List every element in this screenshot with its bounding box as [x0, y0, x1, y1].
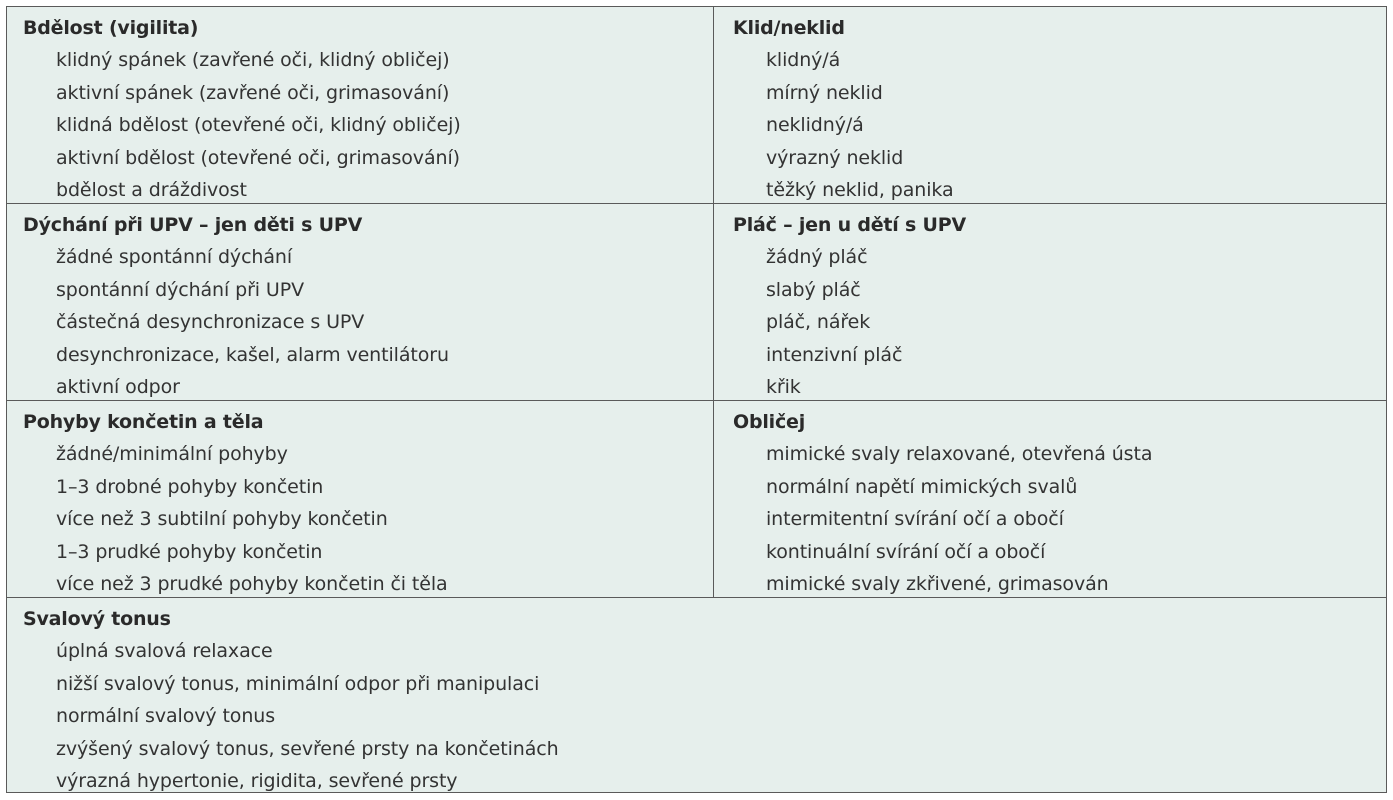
list-item: částečná desynchronizace s UPV: [56, 311, 365, 333]
list-item: 1–3 prudké pohyby končetin: [56, 540, 323, 563]
list-item: 1–3 drobné pohyby končetin: [56, 475, 324, 498]
table-row: [7, 401, 1386, 598]
list-item: více než 3 subtilní pohyby končetin: [56, 508, 388, 530]
list-item: desynchronizace, kašel, alarm ventilátoru: [56, 343, 449, 366]
list-item: klidný spánek (zavřené oči, klidný obličej): [56, 49, 450, 71]
section-breathing: [7, 204, 714, 400]
list-item: intermitentní svírání očí a obočí: [766, 508, 1064, 530]
assessment-table: [6, 6, 1387, 793]
list-item: intenzivní pláč: [766, 343, 903, 366]
section-calmness: [714, 7, 1386, 203]
table-row: [7, 7, 1386, 204]
section-title: Dýchání při UPV – jen děti s UPV: [23, 214, 363, 236]
section-title: Pohyby končetin a těla: [23, 411, 264, 433]
list-item: mimické svaly relaxované, otevřená ústa: [766, 443, 1153, 465]
item-list: [23, 438, 713, 601]
list-item: normální napětí mimických svalů: [766, 475, 1078, 498]
section-face: [714, 401, 1386, 597]
list-item: mírný neklid: [766, 81, 883, 104]
list-item: mimické svaly zkřivené, grimasován: [766, 573, 1109, 595]
list-item: výrazný neklid: [766, 146, 904, 169]
list-item: žádný pláč: [766, 246, 868, 268]
list-item: kontinuální svírání očí a obočí: [766, 540, 1046, 563]
list-item: spontánní dýchání při UPV: [56, 278, 304, 301]
section-muscle-tone: [7, 598, 1386, 792]
table-row: [7, 598, 1386, 792]
list-item: těžký neklid, panika: [766, 179, 954, 201]
section-title: Bdělost (vigilita): [23, 17, 199, 39]
list-item: aktivní odpor: [56, 376, 180, 398]
item-list: [23, 635, 1386, 798]
section-crying: [714, 204, 1386, 400]
item-list: [23, 241, 713, 404]
item-list: [733, 44, 1386, 207]
list-item: neklidný/á: [766, 114, 864, 136]
table-row: [7, 204, 1386, 401]
list-item: klidná bdělost (otevřené oči, klidný obličej): [56, 114, 461, 136]
item-list: [23, 44, 713, 207]
section-vigilance: [7, 7, 714, 203]
list-item: slabý pláč: [766, 278, 861, 301]
list-item: výrazná hypertonie, rigidita, sevřené prsty: [56, 770, 458, 792]
list-item: nižší svalový tonus, minimální odpor při manipulaci: [56, 672, 540, 695]
list-item: křik: [766, 376, 801, 398]
item-list: [733, 438, 1386, 601]
list-item: zvýšený svalový tonus, sevřené prsty na končetinách: [56, 737, 559, 760]
section-title: Obličej: [733, 411, 806, 433]
section-title: Klid/neklid: [733, 17, 845, 39]
list-item: pláč, nářek: [766, 311, 871, 333]
section-title: Pláč – jen u dětí s UPV: [733, 214, 967, 236]
list-item: žádné spontánní dýchání: [56, 246, 293, 268]
list-item: klidný/á: [766, 49, 841, 71]
item-list: [733, 241, 1386, 404]
list-item: normální svalový tonus: [56, 705, 276, 727]
list-item: aktivní bdělost (otevřené oči, grimasování): [56, 146, 460, 169]
list-item: více než 3 prudké pohyby končetin či těla: [56, 573, 448, 595]
section-title: Svalový tonus: [23, 608, 171, 630]
list-item: bdělost a dráždivost: [56, 179, 247, 201]
list-item: úplná svalová relaxace: [56, 640, 273, 662]
list-item: žádné/minimální pohyby: [56, 443, 288, 465]
section-body-movements: [7, 401, 714, 597]
list-item: aktivní spánek (zavřené oči, grimasování): [56, 81, 450, 104]
